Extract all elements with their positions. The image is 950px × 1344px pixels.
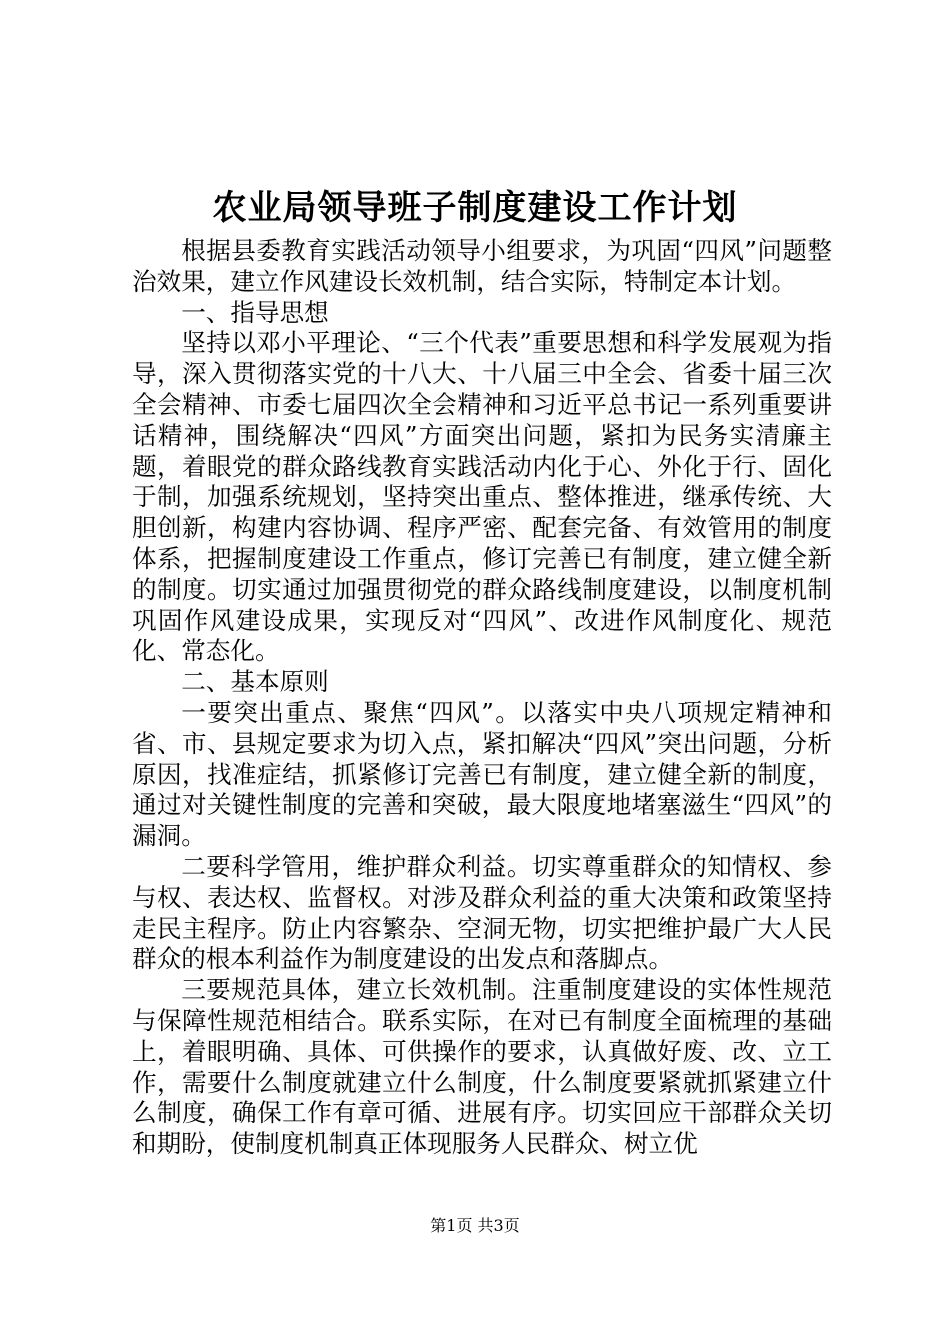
section-heading-basic-principles: 二、基本原则 [181, 667, 329, 697]
intro-paragraph: 根据县委教育实践活动领导小组要求，为巩固“四风”问题整治效果，建立作风建设长效机制，结合实际，特制定本计划。 [132, 236, 832, 296]
principle-one-paragraph: 一要突出重点、聚焦“四风”。以落实中央八项规定精神和省、市、县规定要求为切入点，紧扣解决“四风”突出问题，分析原因，找准症结，抓紧修订完善已有制度，建立健全新的制度，通过对关键性制度的完善和突破，最大限度地堵塞滋生“四风”的漏洞。 [132, 697, 832, 851]
document-title: 农业局领导班子制度建设工作计划 [212, 188, 738, 228]
guiding-ideology-paragraph: 坚持以邓小平理论、“三个代表”重要思想和科学发展观为指导，深入贯彻落实党的十八大、十八届三中全会、省委十届三次全会精神、市委七届四次全会精神和习近平总书记一系列重要讲话精神，围绕解决“四风”方面突出问题，紧扣为民务实清廉主题，着眼党的群众路线教育实践活动内化于心、外化于行、固化于制，加强系统规划，坚持突出重点、整体推进，继承传统、大胆创新，构建内容协调、程序严密、配套完备、有效管用的制度体系，把握制度建设工作重点，修订完善已有制度，建立健全新的制度。切实通过加强贯彻党的群众路线制度建设，以制度机制巩固作风建设成果，实现反对“四风”、改进作风制度化、规范化、常态化。 [132, 328, 832, 666]
document-body [132, 236, 832, 1160]
page-number-footer: 第1页 共3页 [430, 1216, 520, 1235]
section-heading-guiding-ideology: 一、指导思想 [181, 297, 329, 327]
principle-two-paragraph: 二要科学管用，维护群众利益。切实尊重群众的知情权、参与权、表达权、监督权。对涉及群众利益的重大决策和政策坚持走民主程序。防止内容繁杂、空洞无物，切实把维护最广大人民群众的根本利益作为制度建设的出发点和落脚点。 [132, 851, 832, 974]
principle-three-paragraph: 三要规范具体，建立长效机制。注重制度建设的实体性规范与保障性规范相结合。联系实际，在对已有制度全面梳理的基础上，着眼明确、具体、可供操作的要求，认真做好废、改、立工作，需要什么制度就建立什么制度，什么制度要紧就抓紧建立什么制度，确保工作有章可循、进展有序。切实回应干部群众关切和期盼，使制度机制真正体现服务人民群众、树立优 [132, 975, 832, 1159]
